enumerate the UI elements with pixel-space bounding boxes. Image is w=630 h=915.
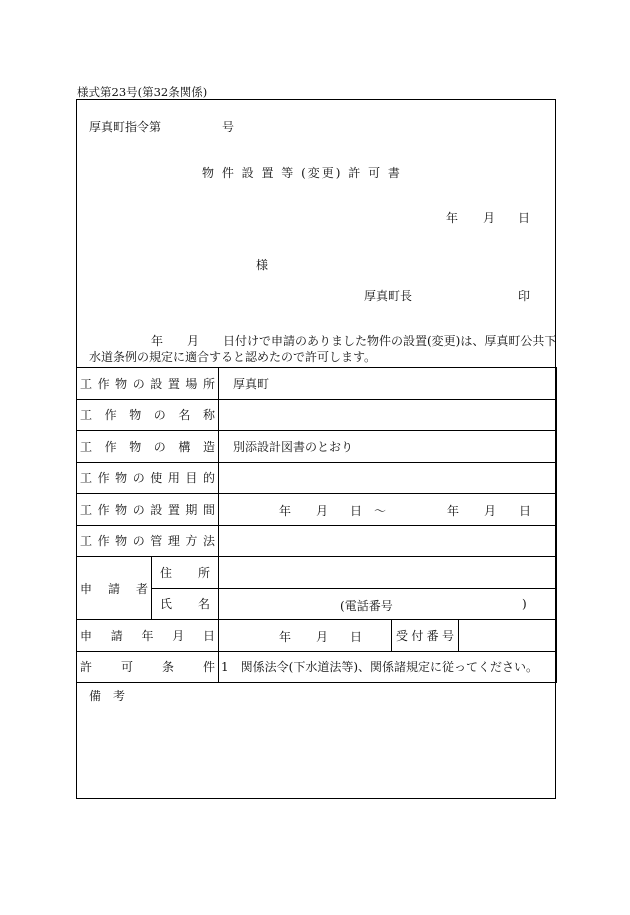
label-purpose: 工作物の使用目的	[77, 462, 219, 494]
value-period[interactable]	[219, 494, 557, 526]
label-name: 工作物の名称	[77, 399, 219, 431]
period-end-year: 年	[447, 504, 460, 518]
value-applicant-name[interactable]	[219, 588, 557, 620]
row-structure	[77, 431, 557, 463]
value-application-date[interactable]	[219, 620, 392, 652]
document-title: 物 件 設 置 等 (変更) 許 可 書	[202, 166, 402, 180]
label-conditions: 許可条件	[77, 651, 219, 683]
value-purpose[interactable]	[219, 462, 557, 494]
value-address[interactable]	[219, 557, 557, 589]
body-text-line2: 水道条例の規定に適合すると認めたので許可します。	[89, 350, 377, 364]
period-start-year: 年	[279, 504, 292, 518]
row-conditions	[77, 651, 557, 683]
application-day: 日	[350, 630, 363, 644]
date-year-label: 年	[446, 211, 459, 225]
permit-details-table	[76, 367, 557, 683]
row-location	[77, 368, 557, 400]
label-location: 工作物の設置場所	[77, 368, 219, 400]
row-applicant-address	[77, 557, 557, 589]
form-number: 様式第23号(第32条関係)	[77, 85, 208, 99]
period-end-month: 月	[484, 504, 497, 518]
row-application-date	[77, 620, 557, 652]
date-day-label: 日	[518, 211, 531, 225]
period-start-day: 日	[350, 504, 363, 518]
remarks-label: 備 考	[89, 689, 126, 703]
value-structure[interactable]: 別添設計図書のとおり	[219, 431, 557, 463]
seal-mark: 印	[518, 289, 531, 303]
label-applicant-name: 氏名	[152, 588, 219, 620]
label-management: 工作物の管理方法	[77, 525, 219, 557]
value-location[interactable]: 厚真町	[219, 368, 557, 400]
row-management	[77, 525, 557, 557]
label-application-date: 申請年月日	[77, 620, 219, 652]
issuer-number-prefix: 厚真町指令第	[89, 120, 162, 134]
value-management[interactable]	[219, 525, 557, 557]
issuer-number-suffix: 号	[222, 120, 235, 134]
value-name[interactable]	[219, 399, 557, 431]
label-address: 住所	[152, 557, 219, 589]
label-reception-number: 受付番号	[392, 620, 459, 652]
label-structure: 工作物の構造	[77, 431, 219, 463]
value-conditions: 1 関係法令(下水道法等)、関係諸規定に従ってください。	[219, 651, 557, 683]
phone-label: (電話番号	[340, 598, 393, 613]
row-period	[77, 494, 557, 526]
row-name	[77, 399, 557, 431]
period-tilde: 〜	[374, 504, 387, 518]
body-text-line1: 年 月 日付けで申請のありました物件の設置(変更)は、厚真町公共下	[151, 334, 557, 348]
date-month-label: 月	[483, 211, 496, 225]
row-purpose	[77, 462, 557, 494]
application-month: 月	[316, 630, 329, 644]
period-end-day: 日	[519, 504, 532, 518]
value-reception-number[interactable]	[459, 620, 557, 652]
issuer-name: 厚真町長	[364, 289, 413, 303]
label-applicant: 申請者	[77, 557, 152, 620]
addressee-suffix: 様	[256, 258, 269, 272]
application-year: 年	[279, 630, 292, 644]
phone-close: )	[522, 596, 527, 611]
label-period: 工作物の設置期間	[77, 494, 219, 526]
period-start-month: 月	[316, 504, 329, 518]
